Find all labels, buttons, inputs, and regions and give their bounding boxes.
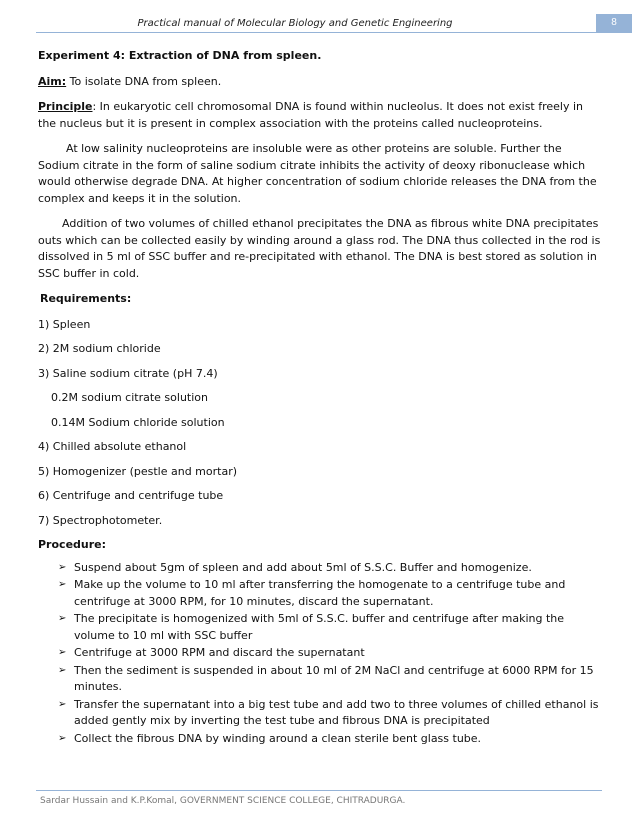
footer-text: Sardar Hussain and K.P.Komal, GOVERNMENT SCIENCE COLLEGE, CHITRADURGA. <box>40 796 406 806</box>
page-number: 8 <box>596 14 632 32</box>
procedure-step <box>38 731 602 748</box>
requirements-heading: Requirements: <box>40 292 132 305</box>
procedure-step-text: Then the sediment is suspended in about 10 ml of 2M NaCl and centrifuge at 6000 RPM for 15 minutes. <box>74 663 594 693</box>
arrow-bullet-icon: ➢ <box>58 698 67 710</box>
requirement-subitem: 0.2M sodium citrate solution <box>51 391 208 404</box>
requirement-item: 2) 2M sodium chloride <box>38 342 161 355</box>
procedure-step-text: The precipitate is homogenized with 5ml of S.S.C. buffer and centrifuge after making the volume to 10 ml with SSC buffer <box>74 612 565 642</box>
page-header <box>0 0 638 30</box>
principle-text: : In eukaryotic cell chromosomal DNA is found within nucleolus. It does not exist freely in the nucleus but it is present in complex association with the proteins called nucleoproteins. <box>38 100 584 130</box>
arrow-bullet-icon: ➢ <box>58 664 67 676</box>
procedure-step-text: Suspend about 5gm of spleen and add about 5ml of S.S.C. Buffer and homogenize. <box>74 560 532 574</box>
aim-text: To isolate DNA from spleen. <box>66 74 222 88</box>
principle-label: Principle <box>38 100 93 113</box>
procedure-step <box>38 663 602 696</box>
requirements-list <box>38 317 602 530</box>
aim-label: Aim: <box>38 74 67 88</box>
arrow-bullet-icon: ➢ <box>58 647 67 658</box>
procedure-step <box>38 611 602 644</box>
principle-paragraph-3: Addition of two volumes of chilled ethanol precipitates the DNA as fibrous white DNA precipitates outs which can be collected easily by winding around a glass rod. The DNA thus collected in the rod is dissolved in 5 ml of SSC buffer and re-precipitated with ethanol. The DNA is best stored as solution in SSC buffer in cold. <box>38 217 601 280</box>
page-content <box>38 48 602 748</box>
page-footer <box>0 790 638 826</box>
footer-divider <box>36 790 602 791</box>
procedure-step <box>38 560 602 577</box>
procedure-step-text: Centrifuge at 3000 RPM and discard the supernatant <box>74 646 365 659</box>
arrow-bullet-icon: ➢ <box>58 579 67 590</box>
requirement-item: 6) Centrifuge and centrifuge tube <box>38 489 224 502</box>
procedure-heading: Procedure: <box>38 538 107 551</box>
requirement-item: 7) Spectrophotometer. <box>38 513 163 527</box>
procedure-step-text: Transfer the supernatant into a big test tube and add two to three volumes of chilled ethanol is added gently mix by inverting the test tube and fibrous DNA is precipitated <box>74 697 599 727</box>
procedure-step <box>38 697 602 730</box>
requirement-item: 5) Homogenizer (pestle and mortar) <box>38 464 238 478</box>
header-title: Practical manual of Molecular Biology and Genetic Engineering <box>137 18 453 29</box>
principle-paragraph-2: At low salinity nucleoproteins are insoluble were as other proteins are soluble. Further the Sodium citrate in the form of saline sodium citrate inhibits the activity of deoxy ribonuclease which would otherwise degrade DNA. At higher concentration of sodium chloride releases the DNA from the complex and keeps it in the solution. <box>38 142 597 205</box>
procedure-step-text: Collect the fibrous DNA by winding around a clean sterile bent glass tube. <box>74 731 482 745</box>
aim-paragraph <box>38 74 602 91</box>
experiment-title: Experiment 4: Extraction of DNA from spleen. <box>38 49 322 62</box>
procedure-step <box>38 645 602 662</box>
arrow-bullet-icon: ➢ <box>58 732 67 744</box>
arrow-bullet-icon: ➢ <box>58 613 67 624</box>
requirement-item: 3) Saline sodium citrate (pH 7.4) <box>38 366 218 380</box>
procedure-step <box>38 577 602 610</box>
header-divider <box>36 32 632 33</box>
requirement-subitem: 0.14M Sodium chloride solution <box>51 415 225 429</box>
requirement-item: 1) Spleen <box>38 317 91 331</box>
procedure-step-text: Make up the volume to 10 ml after transferring the homogenate to a centrifuge tube and centrifuge at 3000 RPM, for 10 minutes, discard the supernatant. <box>74 578 566 608</box>
arrow-bullet-icon: ➢ <box>58 561 67 573</box>
requirement-item: 4) Chilled absolute ethanol <box>38 440 187 453</box>
principle-paragraph <box>38 99 602 132</box>
procedure-steps <box>38 560 602 748</box>
